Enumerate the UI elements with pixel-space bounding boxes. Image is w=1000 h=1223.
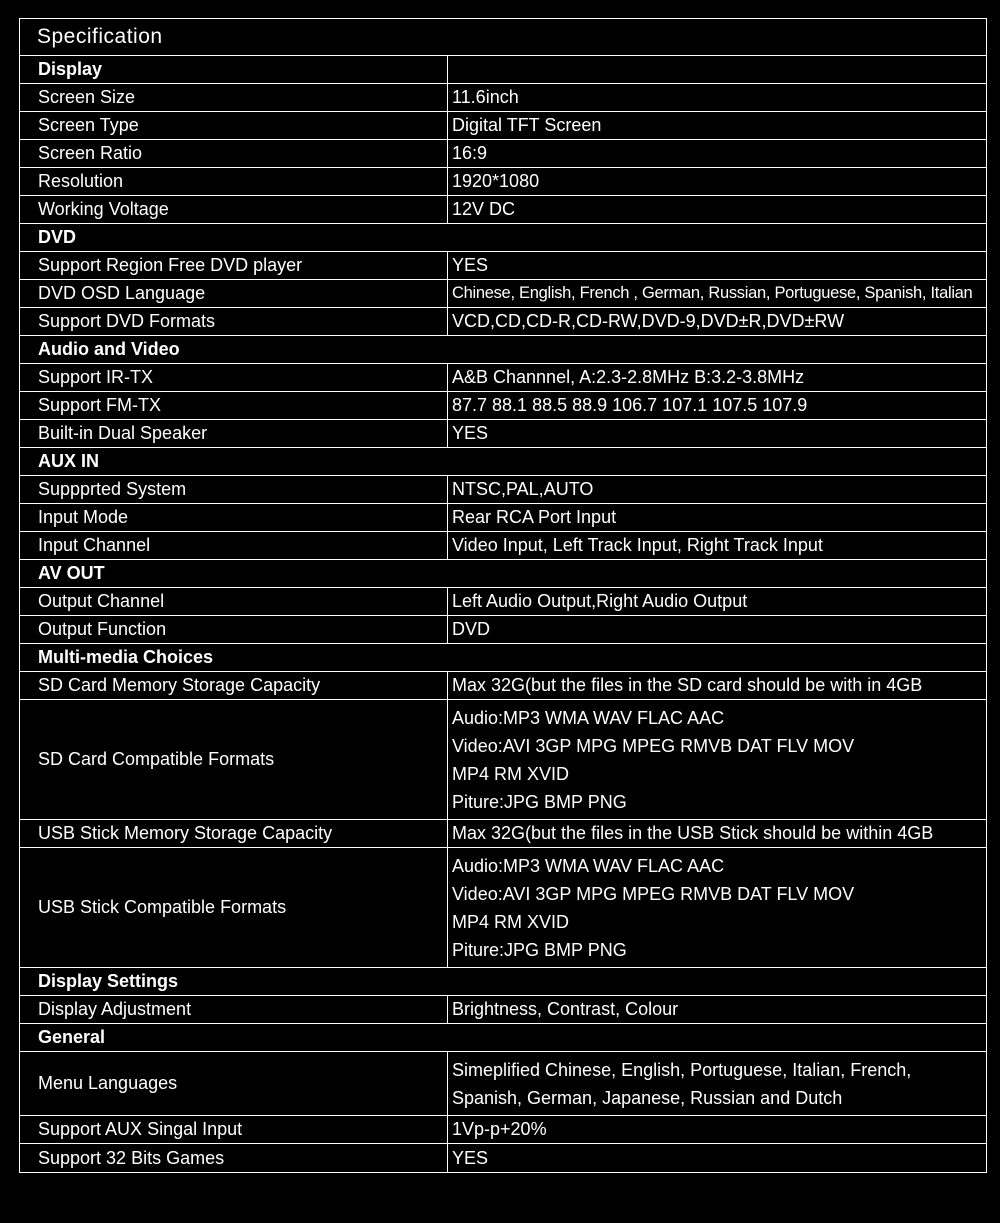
spec-label: Output Function — [20, 616, 448, 643]
spec-value — [448, 1144, 986, 1172]
spec-row — [20, 996, 986, 1024]
spec-row — [20, 1052, 986, 1116]
spec-value-line: 87.7 88.1 88.5 88.9 106.7 107.1 107.5 107.9 — [452, 395, 808, 415]
spec-row — [20, 392, 986, 420]
spec-label: Support DVD Formats — [20, 308, 448, 335]
spec-label: DVD OSD Language — [20, 280, 448, 307]
spec-label: Screen Size — [20, 84, 448, 111]
spec-label: Input Channel — [20, 532, 448, 559]
table-title: Specification — [20, 19, 986, 56]
spec-row — [20, 168, 986, 196]
spec-row — [20, 364, 986, 392]
section-heading-row — [20, 1024, 986, 1052]
spec-value-line: DVD — [452, 619, 491, 639]
spec-label: Output Channel — [20, 588, 448, 615]
spec-value — [448, 504, 986, 531]
spec-label: Screen Ratio — [20, 140, 448, 167]
spec-value-line: Piture:JPG BMP PNG — [452, 791, 627, 812]
spec-value — [448, 140, 986, 167]
spec-value-line: Video Input, Left Track Input, Right Track Input — [452, 535, 823, 555]
spec-value — [448, 252, 986, 279]
spec-value — [448, 112, 986, 139]
section-heading: AUX IN — [38, 451, 100, 471]
section-heading-row — [20, 56, 986, 84]
spec-value — [448, 420, 986, 447]
spec-value-line: MP4 RM XVID — [452, 763, 570, 784]
spec-value — [448, 700, 986, 819]
spec-row — [20, 616, 986, 644]
spec-row — [20, 196, 986, 224]
spec-row — [20, 140, 986, 168]
section-heading: Display — [20, 56, 448, 83]
spec-value-line: Video:AVI 3GP MPG MPEG RMVB DAT FLV MOV — [452, 883, 855, 904]
spec-value-line: A&B Channnel, A:2.3-2.8MHz B:3.2-3.8MHz — [452, 367, 805, 387]
spec-label: USB Stick Compatible Formats — [20, 848, 448, 967]
spec-value-line: Brightness, Contrast, Colour — [452, 999, 679, 1019]
spec-value-line: YES — [452, 1147, 489, 1168]
spec-label: Built-in Dual Speaker — [20, 420, 448, 447]
empty-value-cell — [448, 56, 986, 83]
spec-value — [448, 168, 986, 195]
section-heading: General — [38, 1027, 106, 1047]
spec-row — [20, 112, 986, 140]
section-heading: DVD — [38, 227, 77, 247]
spec-value — [448, 392, 986, 419]
spec-value-line: 11.6inch — [452, 87, 519, 107]
section-heading-row — [20, 336, 986, 364]
section-heading-row — [20, 968, 986, 996]
spec-row — [20, 1144, 986, 1172]
spec-value-line: Spanish, German, Japanese, Russian and Dutch — [452, 1087, 843, 1108]
spec-value — [448, 84, 986, 111]
spec-row — [20, 1116, 986, 1144]
spec-value — [448, 308, 986, 335]
spec-label: SD Card Compatible Formats — [20, 700, 448, 819]
spec-row — [20, 820, 986, 848]
spec-value — [448, 996, 986, 1023]
section-heading: AV OUT — [38, 563, 105, 583]
spec-label: Support FM-TX — [20, 392, 448, 419]
spec-value-line: Left Audio Output,Right Audio Output — [452, 591, 748, 611]
spec-label: SD Card Memory Storage Capacity — [20, 672, 448, 699]
spec-value — [448, 1052, 986, 1115]
spec-label: Display Adjustment — [20, 996, 448, 1023]
spec-row — [20, 84, 986, 112]
spec-value-line: Max 32G(but the files in the USB Stick should be within 4GB — [452, 823, 934, 843]
spec-value — [448, 848, 986, 967]
spec-value-line: Audio:MP3 WMA WAV FLAC AAC — [452, 707, 725, 728]
spec-value-line: Rear RCA Port Input — [452, 507, 617, 527]
spec-label: Support AUX Singal Input — [20, 1116, 448, 1143]
spec-value-line: Audio:MP3 WMA WAV FLAC AAC — [452, 855, 725, 876]
section-heading: Display Settings — [38, 971, 179, 991]
spec-row — [20, 420, 986, 448]
spec-value — [448, 532, 986, 559]
spec-row — [20, 672, 986, 700]
spec-label: Suppprted System — [20, 476, 448, 503]
spec-value-line: Digital TFT Screen — [452, 115, 602, 135]
spec-value — [448, 1116, 986, 1143]
spec-row — [20, 476, 986, 504]
spec-value-line: Video:AVI 3GP MPG MPEG RMVB DAT FLV MOV — [452, 735, 855, 756]
spec-label: USB Stick Memory Storage Capacity — [20, 820, 448, 847]
spec-row — [20, 280, 986, 308]
specification-table — [19, 18, 987, 1173]
spec-label: Resolution — [20, 168, 448, 195]
spec-value — [448, 616, 986, 643]
spec-value-line: Piture:JPG BMP PNG — [452, 939, 627, 960]
spec-value — [448, 820, 986, 847]
spec-label: Support IR-TX — [20, 364, 448, 391]
spec-label: Screen Type — [20, 112, 448, 139]
section-heading: Audio and Video — [38, 339, 180, 359]
spec-value — [448, 588, 986, 615]
spec-value — [448, 196, 986, 223]
section-heading-row — [20, 448, 986, 476]
spec-value-line: Max 32G(but the files in the SD card should be with in 4GB — [452, 675, 923, 695]
spec-value-line: 16:9 — [452, 143, 488, 163]
spec-value-line: Simeplified Chinese, English, Portuguese, Italian, French, — [452, 1059, 912, 1080]
spec-value-line: YES — [452, 423, 489, 443]
section-heading-row — [20, 644, 986, 672]
spec-value-line: MP4 RM XVID — [452, 911, 570, 932]
spec-value — [448, 672, 986, 699]
spec-value — [448, 364, 986, 391]
spec-row — [20, 504, 986, 532]
spec-row — [20, 532, 986, 560]
spec-row — [20, 308, 986, 336]
spec-value-line: Chinese, English, French , German, Russian, Portuguese, Spanish, Italian — [452, 284, 973, 302]
spec-value — [448, 280, 986, 307]
spec-value — [448, 476, 986, 503]
spec-row — [20, 700, 986, 820]
spec-value-line: VCD,CD,CD-R,CD-RW,DVD-9,DVD±R,DVD±RW — [452, 311, 845, 331]
spec-row — [20, 252, 986, 280]
spec-label: Support Region Free DVD player — [20, 252, 448, 279]
section-heading-row — [20, 224, 986, 252]
spec-value-line: 12V DC — [452, 199, 516, 219]
spec-label: Input Mode — [20, 504, 448, 531]
table-body — [20, 56, 986, 1172]
spec-label: Working Voltage — [20, 196, 448, 223]
spec-value-line: 1Vp-p+20% — [452, 1119, 547, 1139]
spec-row — [20, 848, 986, 968]
section-heading-row — [20, 560, 986, 588]
spec-value-line: YES — [452, 255, 489, 275]
spec-row — [20, 588, 986, 616]
spec-label: Support 32 Bits Games — [20, 1144, 448, 1172]
spec-value-line: 1920*1080 — [452, 171, 540, 191]
spec-value-line: NTSC,PAL,AUTO — [452, 479, 594, 499]
section-heading: Multi-media Choices — [38, 647, 214, 667]
spec-label: Menu Languages — [20, 1052, 448, 1115]
